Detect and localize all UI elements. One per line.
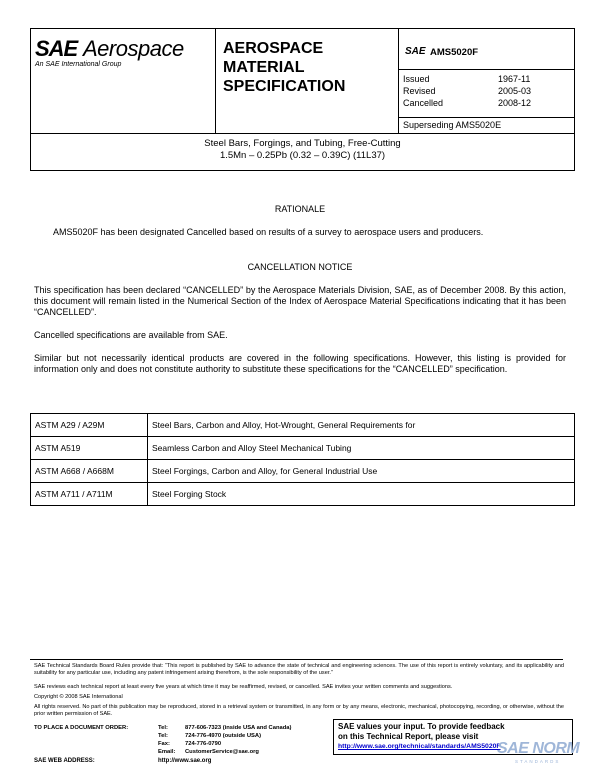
subject-box: [30, 133, 575, 171]
table-row: [31, 414, 575, 437]
tel-label: Tel:: [158, 725, 168, 731]
title-cell: [216, 29, 399, 134]
footer-divider: [30, 659, 563, 660]
spec-code: ASTM A711 / A711M: [31, 483, 148, 506]
document-header: [30, 28, 575, 134]
rationale-text: AMS5020F has been designated Cancelled based on results of a survey to aerospace users and producers.: [53, 227, 484, 237]
rationale-heading: RATIONALE: [274, 204, 326, 214]
feedback-link[interactable]: http://www.sae.org/technical/standards/AMS5020F: [338, 743, 501, 750]
cancellation-heading: CANCELLATION NOTICE: [247, 262, 353, 272]
email-label: Email:: [158, 749, 176, 755]
fax-label: Fax:: [158, 741, 170, 747]
watermark-logo: SAE NORM: [497, 740, 580, 757]
sae-logo: SAE: [35, 36, 78, 61]
issued-value: 1967-11: [498, 74, 531, 84]
tel-value: 877-606-7323 (inside USA and Canada): [185, 725, 292, 731]
spec-code: ASTM A519: [31, 437, 148, 460]
title-line: SPECIFICATION: [223, 78, 346, 95]
footer-copyright: Copyright © 2008 SAE International: [34, 694, 123, 700]
spec-description: Steel Bars, Carbon and Alloy, Hot-Wrought, General Requirements for: [148, 414, 575, 437]
table-row: [31, 483, 575, 506]
divider: [399, 69, 575, 70]
cancelled-label: Cancelled: [403, 98, 444, 108]
spec-description: Steel Forging Stock: [148, 483, 575, 506]
footer-rights-text: All rights reserved. No part of this publication may be reproduced, stored in a retrieval system or transmitted, in any form or by any means, electronic, mechanical, photocopying, recording, or otherwise, without the prior written permission of SAE.: [34, 704, 564, 717]
feedback-text: SAE values your input. To provide feedback: [338, 722, 505, 731]
substitute-specs-table: [30, 413, 575, 506]
tel-value: 724-776-4970 (outside USA): [185, 733, 262, 739]
footer-review-text: SAE reviews each technical report at least every five years at which time it may be reaffirmed, revised, or cancelled. SAE invites your written comments and suggestions.: [34, 684, 453, 690]
spec-description: Steel Forgings, Carbon and Alloy, for General Industrial Use: [148, 460, 575, 483]
spec-code: ASTM A668 / A668M: [31, 460, 148, 483]
email-link[interactable]: CustomerService@sae.org: [185, 749, 259, 755]
cancelled-value: 2008-12: [498, 98, 532, 108]
document-type-title: [223, 39, 345, 96]
footer-rules-text: SAE Technical Standards Board Rules provide that: “This report is published by SAE to advance the state of technical and engineering sciences. The use of this report is entirely voluntary, and its applicability and suitability for any particular use, including any patent infringement arising therefrom, is the sole responsibility of the user.”: [34, 663, 564, 676]
revised-label: Revised: [403, 86, 436, 96]
cancellation-paragraph: Similar but not necessarily identical products are covered in the following specifications. However, this listing is provided for information only and does not constitute authority to substitute these specifications for the “CANCELLED” specification.: [34, 353, 566, 374]
superseding-note: Superseding AMS5020E: [403, 120, 502, 130]
logo-subtitle: An SAE International Group: [35, 61, 122, 68]
spec-code: ASTM A29 / A29M: [31, 414, 148, 437]
sae-small-logo: SAE: [405, 46, 426, 57]
fax-value: 724-776-0790: [185, 741, 222, 747]
watermark-subtitle: STANDARDS: [515, 759, 561, 764]
subject-line: 1.5Mn – 0.25Pb (0.32 – 0.39C) (11L37): [219, 150, 386, 161]
aerospace-logo-text: Aerospace: [83, 36, 184, 61]
title-line: MATERIAL: [223, 59, 305, 76]
cancellation-paragraph: Cancelled specifications are available from SAE.: [34, 330, 228, 340]
table-row: [31, 460, 575, 483]
order-label: TO PLACE A DOCUMENT ORDER:: [34, 725, 129, 731]
document-number: AMS5020F: [430, 47, 479, 58]
spec-description: Seamless Carbon and Alloy Steel Mechanical Tubing: [148, 437, 575, 460]
tel-label: Tel:: [158, 733, 168, 739]
divider: [399, 117, 575, 118]
feedback-text: on this Technical Report, please visit: [338, 732, 479, 741]
issued-label: Issued: [403, 74, 430, 84]
logo-cell: [31, 29, 216, 134]
title-line: AEROSPACE: [223, 40, 324, 57]
document-info-cell: [399, 29, 575, 134]
web-address-label: SAE WEB ADDRESS:: [34, 758, 95, 764]
table-row: [31, 437, 575, 460]
subject-line: Steel Bars, Forgings, and Tubing, Free-Cutting: [204, 138, 401, 149]
cancellation-paragraph: This specification has been declared “CANCELLED” by the Aerospace Materials Division, SAE, as of December 2008. By this action, this document will remain listed in the Numerical Section of the Index of Aerospace Material Specifications indicating that it has been “CANCELLED”.: [34, 285, 566, 317]
revised-value: 2005-03: [498, 86, 532, 96]
web-address-link[interactable]: http://www.sae.org: [158, 758, 212, 764]
